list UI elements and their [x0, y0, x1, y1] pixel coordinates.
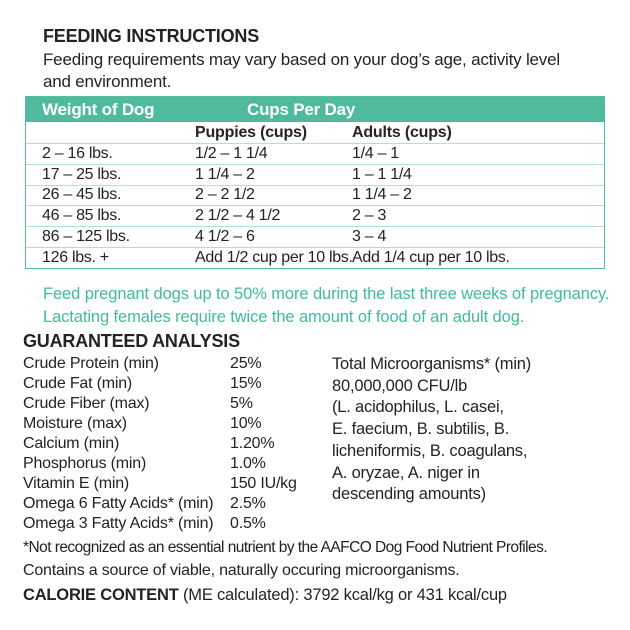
feeding-instructions-title: FEEDING INSTRUCTIONS — [43, 26, 260, 46]
cell-puppies: 2 – 2 1/2 — [195, 186, 255, 204]
cell-puppies: Add 1/2 cup per 10 lbs. — [195, 248, 353, 266]
col-header-puppies: Puppies (cups) — [195, 123, 307, 141]
analysis-row — [23, 514, 607, 534]
intro-line: Feeding requirements may vary based on your dog’s age, activity level — [43, 50, 560, 69]
table-row — [26, 247, 604, 268]
analysis-label: Crude Fat (min) — [23, 375, 133, 392]
analysis-value: 15% — [230, 375, 262, 392]
table-row — [26, 205, 604, 226]
footnote-line: Contains a source of viable, naturally occuring microorganisms. — [23, 562, 460, 579]
analysis-value: 0.5% — [230, 515, 266, 532]
analysis-value: 10% — [230, 415, 262, 432]
cell-weight: 86 – 125 lbs. — [42, 228, 130, 246]
footnote-line: *Not recognized as an essential nutrient by the AAFCO Dog Food Nutrient Profiles. — [23, 539, 548, 556]
cell-weight: 126 lbs. + — [42, 248, 109, 266]
analysis-label: Vitamin E (min) — [23, 475, 130, 492]
cell-adults: Add 1/4 cup per 10 lbs. — [352, 248, 510, 266]
table-subheader-row — [26, 122, 604, 143]
feeding-table — [25, 96, 605, 269]
header-block — [43, 27, 560, 92]
cell-puppies: 1/2 – 1 1/4 — [195, 144, 268, 162]
microorganisms-line: (L. acidophilus, L. casei, — [332, 398, 504, 417]
microorganisms-line: E. faecium, B. subtilis, B. — [332, 420, 510, 439]
intro-line: and environment. — [43, 71, 172, 91]
analysis-label: Crude Protein (min) — [23, 355, 159, 372]
table-header-row — [26, 97, 604, 122]
microorganisms-line: 80,000,000 CFU/lb — [332, 376, 468, 395]
calorie-content-value: (ME calculated): 3792 kcal/kg or 431 kcal/cup — [178, 586, 507, 604]
analysis-label: Calcium (min) — [23, 435, 120, 452]
cell-adults: 1/4 – 1 — [352, 144, 399, 162]
table-header-cups: Cups Per Day — [247, 99, 356, 119]
calorie-content-label: CALORIE CONTENT — [23, 586, 179, 604]
table-header-weight: Weight of Dog — [42, 99, 155, 119]
table-row — [26, 226, 604, 247]
table-row — [26, 143, 604, 164]
cell-adults: 1 – 1 1/4 — [352, 165, 412, 183]
cell-puppies: 4 1/2 – 6 — [195, 228, 255, 246]
cell-adults: 3 – 4 — [352, 228, 387, 246]
col-header-adults: Adults (cups) — [352, 123, 452, 141]
analysis-label: Omega 6 Fatty Acids* (min) — [23, 495, 214, 512]
guaranteed-analysis-section — [23, 331, 607, 534]
analysis-value: 25% — [230, 355, 262, 372]
analysis-value: 1.0% — [230, 455, 266, 472]
cell-puppies: 1 1/4 – 2 — [195, 165, 255, 183]
intro-paragraph — [43, 49, 560, 92]
analysis-label: Crude Fiber (max) — [23, 395, 150, 412]
cell-weight: 26 – 45 lbs. — [42, 186, 122, 204]
cell-weight: 17 – 25 lbs. — [42, 165, 122, 183]
analysis-value: 150 IU/kg — [230, 475, 297, 492]
microorganisms-line: licheniformis, B. coagulans, — [332, 441, 528, 460]
analysis-label: Phosphorus (min) — [23, 455, 147, 472]
cell-puppies: 2 1/2 – 4 1/2 — [195, 207, 281, 225]
table-row — [26, 164, 604, 185]
pregnancy-note-line: Lactating females require twice the amount of food of an adult dog. — [43, 308, 525, 326]
pregnancy-note — [43, 283, 609, 329]
analysis-label: Omega 3 Fatty Acids* (min) — [23, 515, 214, 532]
microorganisms-line: descending amounts) — [332, 485, 486, 504]
analysis-value: 5% — [230, 395, 253, 412]
analysis-label: Moisture (max) — [23, 415, 127, 432]
analysis-value: 1.20% — [230, 435, 275, 452]
guaranteed-analysis-title: GUARANTEED ANALYSIS — [23, 331, 240, 351]
cell-adults: 1 1/4 – 2 — [352, 186, 412, 204]
pregnancy-note-line: Feed pregnant dogs up to 50% more during the last three weeks of pregnancy. — [43, 285, 610, 303]
microorganisms-line: Total Microorganisms* (min) — [332, 355, 532, 373]
microorganisms-block — [332, 354, 531, 506]
microorganisms-line: A. oryzae, A. niger in — [332, 463, 480, 482]
table-row — [26, 185, 604, 206]
cell-weight: 2 – 16 lbs. — [42, 144, 113, 162]
calorie-content — [23, 586, 507, 605]
footnote — [23, 536, 547, 582]
cell-weight: 46 – 85 lbs. — [42, 207, 122, 225]
cell-adults: 2 – 3 — [352, 207, 387, 225]
analysis-value: 2.5% — [230, 495, 266, 512]
